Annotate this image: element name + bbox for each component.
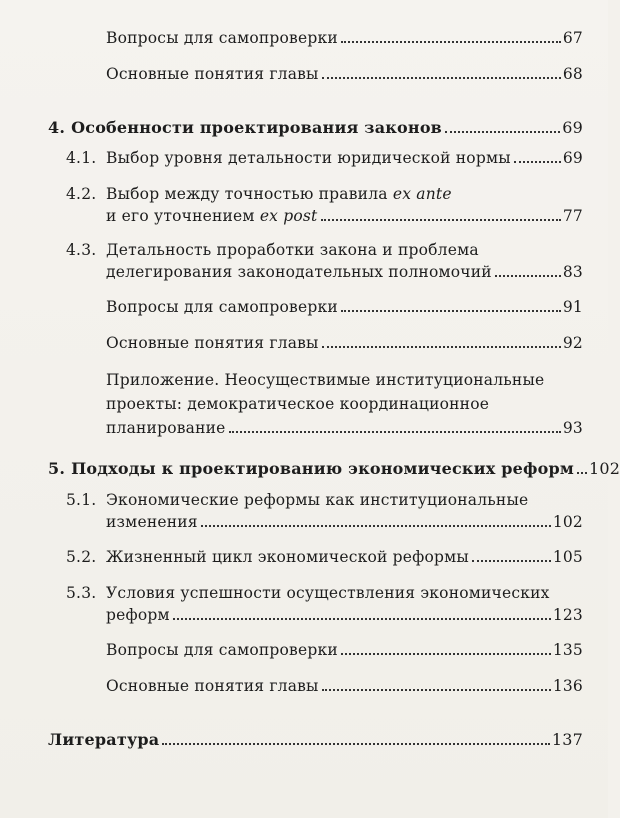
toc-page-number: 77 <box>562 207 583 225</box>
toc-page-number: 123 <box>552 606 583 624</box>
toc-entry-title: Вопросы для самопроверки <box>106 29 338 47</box>
section-title-line2: реформ <box>106 606 170 624</box>
toc-page-number: 135 <box>552 641 583 659</box>
section-title-line1: Экономические реформы как институциональные <box>106 491 529 509</box>
toc-section-5-3 <box>66 582 583 626</box>
toc-page-number: 102 <box>588 459 620 478</box>
leader-dots <box>322 77 561 79</box>
chapter-title: Подходы к проектированию экономических реформ <box>71 459 574 478</box>
section-number: 4.3. <box>66 241 97 259</box>
section-number: 5.3. <box>66 584 97 602</box>
section-title-line2: делегирования законодательных полномочий <box>106 263 492 281</box>
toc-page-number: 68 <box>562 65 583 83</box>
chapter-number: 4. <box>48 118 66 137</box>
toc-page-number: 91 <box>562 298 583 316</box>
section-number: 4.2. <box>66 185 97 203</box>
toc-page-number: 102 <box>552 513 583 531</box>
chapter-title: Особенности проектирования законов <box>71 118 443 137</box>
section-title: Жизненный цикл экономической реформы <box>106 548 469 566</box>
toc-section-4-1 <box>66 147 583 169</box>
leader-dots <box>173 618 551 620</box>
toc-page-number: 136 <box>552 677 583 695</box>
title-text: и его уточнением <box>106 207 260 225</box>
toc-entry-title: Основные понятия главы <box>106 65 319 83</box>
toc-page-number: 93 <box>562 419 583 437</box>
section-number: 4.1. <box>66 149 97 167</box>
section-title-line1: Детальность проработки закона и проблема <box>106 241 479 259</box>
toc-entry-self-check-91 <box>106 296 583 318</box>
leader-dots <box>472 560 551 562</box>
section-title-line2 <box>106 205 318 227</box>
literature-title: Литература <box>48 730 160 749</box>
toc-page-number: 67 <box>562 29 583 47</box>
toc-entry-title: Вопросы для самопроверки <box>106 298 338 316</box>
title-italic-text: ex post <box>259 207 318 225</box>
toc-section-5-1 <box>66 489 583 533</box>
leader-dots <box>341 41 561 43</box>
section-title: Выбор уровня детальности юридической нормы <box>106 149 511 167</box>
leader-dots <box>229 431 561 433</box>
appendix-title-line1: Приложение. Неосуществимые институциональные <box>106 371 545 389</box>
toc-chapter-5 <box>48 458 620 480</box>
section-title-line2: изменения <box>106 513 198 531</box>
toc-literature <box>48 729 583 751</box>
leader-dots <box>162 743 549 745</box>
leader-dots <box>445 131 560 133</box>
toc-entry-key-concepts-92 <box>106 332 583 354</box>
toc-page-number: 83 <box>562 263 583 281</box>
toc-chapter-4 <box>48 117 583 139</box>
toc-section-4-2 <box>66 183 583 227</box>
toc-entry-key-concepts-136 <box>106 675 583 697</box>
appendix-title-line2: проекты: демократическое координационное <box>106 395 490 413</box>
toc-page-number: 105 <box>552 548 583 566</box>
leader-dots <box>341 310 561 312</box>
toc-entry-self-check-135 <box>106 639 583 661</box>
leader-dots <box>514 161 561 163</box>
toc-page-number: 137 <box>551 730 583 749</box>
toc-page-number: 69 <box>562 118 583 137</box>
chapter-number: 5. <box>48 459 66 478</box>
title-text: Выбор между точностью правила <box>106 185 393 203</box>
leader-dots <box>495 275 561 277</box>
toc-entry-appendix <box>106 368 583 440</box>
section-title-line1: Условия успешности осуществления экономических <box>106 584 550 602</box>
toc-entry-self-check-67 <box>106 27 583 49</box>
leader-dots <box>322 689 551 691</box>
section-number: 5.2. <box>66 548 97 566</box>
toc-section-4-3 <box>66 239 583 283</box>
leader-dots <box>201 525 551 527</box>
section-number: 5.1. <box>66 491 97 509</box>
toc-entry-title: Основные понятия главы <box>106 334 319 352</box>
toc-entry-title: Вопросы для самопроверки <box>106 641 338 659</box>
toc-page-number: 69 <box>562 149 583 167</box>
leader-dots <box>321 219 561 221</box>
leader-dots <box>341 653 551 655</box>
leader-dots <box>577 472 587 474</box>
toc-entry-title: Основные понятия главы <box>106 677 319 695</box>
section-title-line1 <box>106 183 452 205</box>
toc-section-5-2 <box>66 546 583 568</box>
appendix-title-line3: планирование <box>106 419 226 437</box>
toc-page-number: 92 <box>562 334 583 352</box>
toc-entry-key-concepts-68 <box>106 63 583 85</box>
leader-dots <box>322 346 561 348</box>
title-italic-text: ex ante <box>392 185 452 203</box>
